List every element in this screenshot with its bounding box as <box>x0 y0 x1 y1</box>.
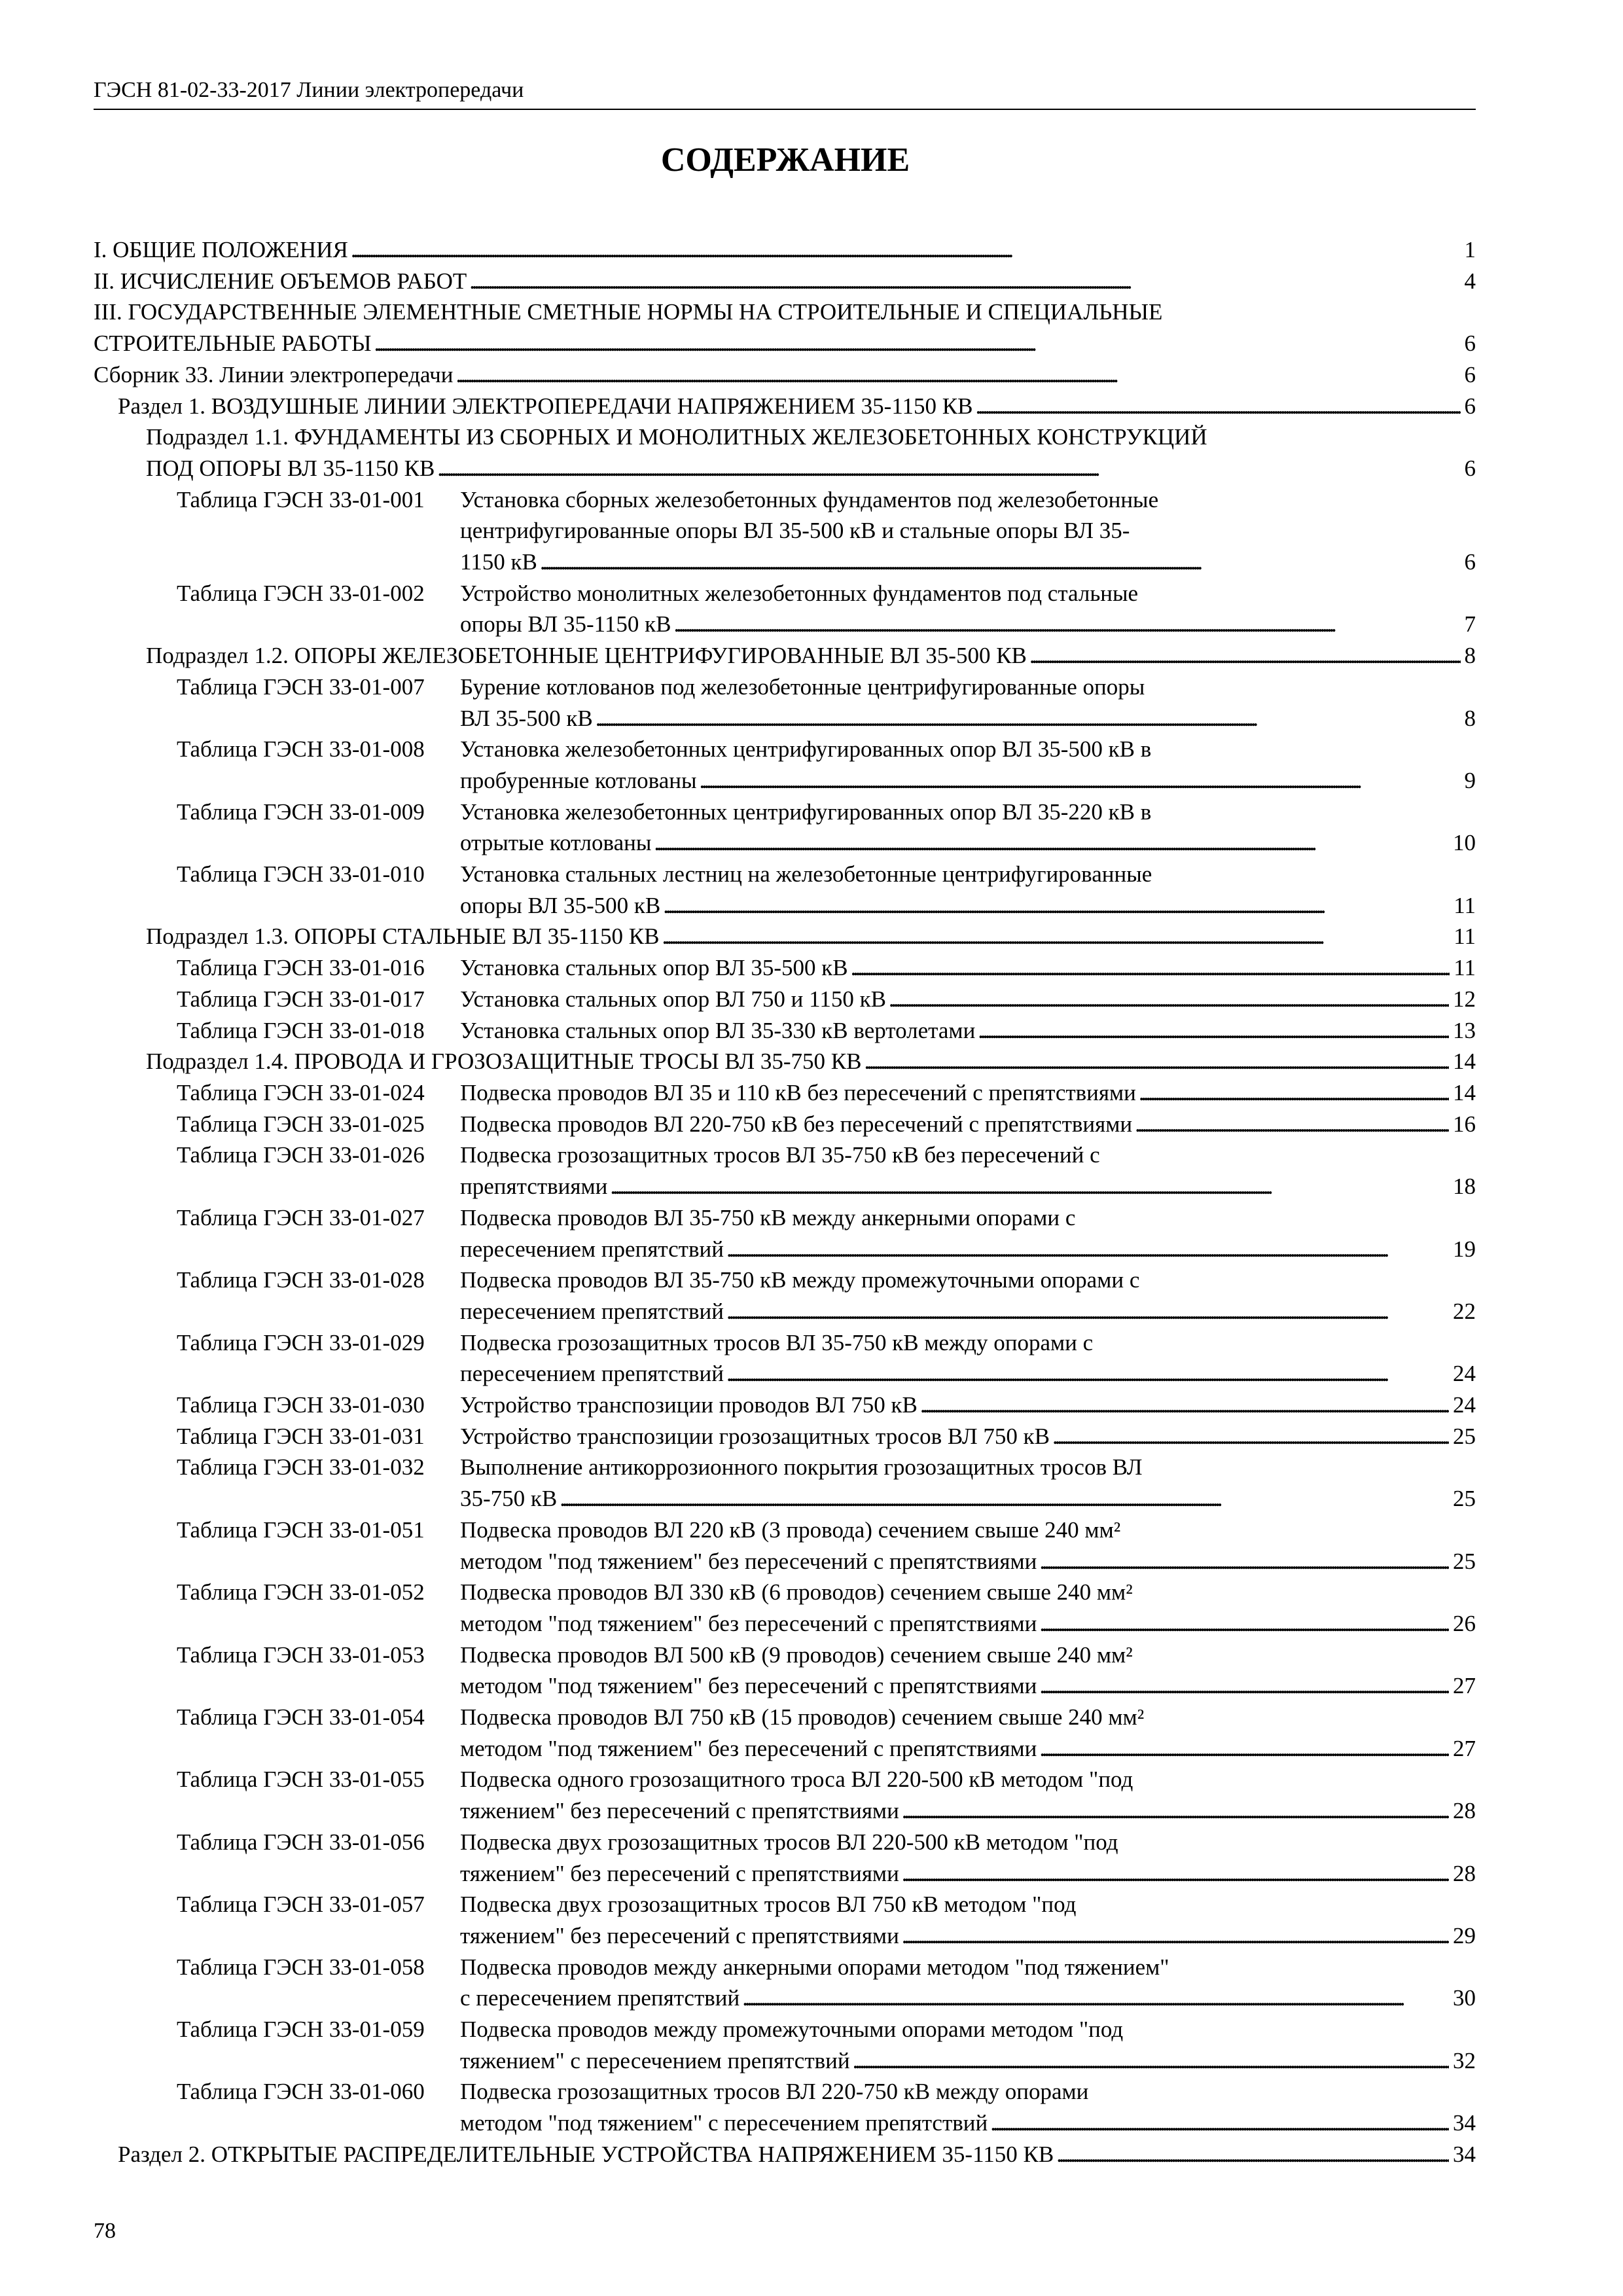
toc-entry[interactable] <box>94 734 1476 796</box>
toc-entry-text: пересечением препятствий <box>460 1298 724 1324</box>
toc-entry-text: Раздел 2. ОТКРЫТЫЕ РАСПРЕДЕЛИТЕЛЬНЫЕ УСТРОЙСТВА НАПРЯЖЕНИЕМ 35-1150 КВ <box>118 2141 1054 2167</box>
toc-entry-text: Подвеска одного грозозащитного троса ВЛ 220-500 кВ методом "под <box>460 1767 1133 1793</box>
toc-table-label: Таблица ГЭСН 33-01-001 <box>177 486 425 512</box>
toc-table-label: Таблица ГЭСН 33-01-054 <box>177 1704 425 1731</box>
dot-leader <box>455 359 1460 391</box>
toc-table-label: Таблица ГЭСН 33-01-056 <box>177 1829 425 1855</box>
dot-leader <box>902 1858 1449 1890</box>
toc-entry-text: пробуренные котлованы <box>460 767 697 793</box>
toc-entry-text: методом "под тяжением" без пересечений с препятствиями <box>460 1610 1037 1636</box>
dot-leader <box>610 1171 1449 1202</box>
toc-table-label: Таблица ГЭСН 33-01-052 <box>177 1579 425 1605</box>
dot-leader <box>437 453 1460 484</box>
toc-page-number: 11 <box>1454 892 1476 918</box>
toc-entry-text: пересечением препятствий <box>460 1361 724 1387</box>
dot-leader <box>1052 1421 1449 1452</box>
toc-page-number: 6 <box>1464 331 1476 357</box>
toc-entry[interactable] <box>94 952 1476 984</box>
toc-table-label: Таблица ГЭСН 33-01-029 <box>177 1329 425 1355</box>
toc-entry-text: опоры ВЛ 35-500 кВ <box>460 892 661 918</box>
toc-entry[interactable] <box>94 2014 1476 2076</box>
toc-entry-text: методом "под тяжением" без пересечений с препятствиями <box>460 1673 1037 1699</box>
dot-leader <box>1039 1608 1449 1640</box>
toc-entry-text: Подвеска проводов между промежуточными опорами методом "под <box>460 2017 1124 2043</box>
running-header: ГЭСН 81-02-33-2017 Линии электропередачи <box>94 78 524 102</box>
toc-page-number: 19 <box>1453 1236 1476 1262</box>
toc-page-number: 25 <box>1453 1548 1476 1574</box>
toc-table-label: Таблица ГЭСН 33-01-008 <box>177 736 425 762</box>
toc-entry[interactable] <box>94 1139 1476 1202</box>
toc-page-number: 28 <box>1453 1860 1476 1886</box>
toc-entry-text: Подраздел 1.3. ОПОРЫ СТАЛЬНЫЕ ВЛ 35-1150 КВ <box>146 924 660 950</box>
toc-entry[interactable] <box>94 234 1476 266</box>
toc-entry[interactable] <box>94 1452 1476 1514</box>
toc-page-number: 16 <box>1453 1111 1476 1137</box>
toc-entry-text: III. ГОСУДАРСТВЕННЫЕ ЭЛЕМЕНТНЫЕ СМЕТНЫЕ НОРМЫ НА СТРОИТЕЛЬНЫЕ И СПЕЦИАЛЬНЫЕ <box>94 299 1163 325</box>
toc-entry-text: Подвеска проводов ВЛ 750 кВ (15 проводов) сечением свыше 240 мм² <box>460 1704 1145 1731</box>
toc-entry[interactable] <box>94 1577 1476 1639</box>
toc-entry-text: тяжением" без пересечений с препятствиями <box>460 1798 899 1824</box>
toc-entry-text: тяжением" с пересечением препятствий <box>460 2047 850 2073</box>
dot-leader <box>469 266 1460 297</box>
toc-entry-text: II. ИСЧИСЛЕНИЕ ОБЪЕМОВ РАБОТ <box>94 268 467 294</box>
toc-entry[interactable] <box>94 921 1476 952</box>
toc-table-label: Таблица ГЭСН 33-01-053 <box>177 1641 425 1668</box>
dot-leader <box>560 1483 1449 1515</box>
toc-page-number: 6 <box>1464 455 1476 481</box>
toc-entry[interactable] <box>94 1421 1476 1452</box>
toc-page-number: 27 <box>1453 1673 1476 1699</box>
toc-entry[interactable] <box>94 2139 1476 2170</box>
toc-entry-text: с пересечением препятствий <box>460 1985 740 2011</box>
dot-leader <box>726 1234 1449 1265</box>
dot-leader <box>864 1046 1449 1077</box>
toc-entry[interactable] <box>94 1889 1476 1951</box>
toc-entry[interactable] <box>94 1109 1476 1140</box>
toc-page-number: 27 <box>1453 1735 1476 1761</box>
toc-table-label: Таблица ГЭСН 33-01-055 <box>177 1767 425 1793</box>
dot-leader <box>902 1795 1449 1827</box>
toc-entry-text: Подвеска проводов ВЛ 35-750 кВ между промежуточными опорами с <box>460 1267 1140 1293</box>
dot-leader <box>978 1015 1449 1047</box>
toc-page-number: 24 <box>1453 1392 1476 1418</box>
dot-leader <box>889 984 1449 1015</box>
toc-table-label: Таблица ГЭСН 33-01-018 <box>177 1017 425 1043</box>
dot-leader <box>540 547 1461 578</box>
toc-table-label: Таблица ГЭСН 33-01-057 <box>177 1892 425 1918</box>
toc-entry-text: СТРОИТЕЛЬНЫЕ РАБОТЫ <box>94 331 372 357</box>
toc-entry[interactable] <box>94 1265 1476 1327</box>
toc-entry-text: Подвеска грозозащитных тросов ВЛ 35-750 кВ между опорами с <box>460 1329 1094 1355</box>
toc-entry[interactable] <box>94 1202 1476 1265</box>
dot-leader <box>654 827 1449 859</box>
toc-entry-text: Подвеска двух грозозащитных тросов ВЛ 220-500 кВ методом "под <box>460 1829 1118 1855</box>
toc-entry[interactable] <box>94 797 1476 859</box>
header-rule <box>94 109 1476 110</box>
dot-leader <box>596 703 1461 734</box>
toc-entry[interactable] <box>94 640 1476 672</box>
dot-leader <box>1135 1109 1449 1140</box>
toc-page-number: 8 <box>1464 705 1476 731</box>
toc-page-number: 6 <box>1464 549 1476 575</box>
toc-page-number: 9 <box>1464 767 1476 793</box>
toc-table-label: Таблица ГЭСН 33-01-007 <box>177 673 425 700</box>
toc-page-number: 11 <box>1454 955 1476 981</box>
toc-entry-text: Подраздел 1.1. ФУНДАМЕНТЫ ИЗ СБОРНЫХ И МОНОЛИТНЫХ ЖЕЛЕЗОБЕТОННЫХ КОНСТРУКЦИЙ <box>146 424 1207 450</box>
dot-leader <box>351 234 1461 266</box>
dot-leader <box>673 609 1460 640</box>
toc-table-label: Таблица ГЭСН 33-01-025 <box>177 1111 425 1137</box>
toc-table-label: Таблица ГЭСН 33-01-030 <box>177 1392 425 1418</box>
toc-page-number: 14 <box>1453 1049 1476 1075</box>
toc-entry[interactable] <box>94 1077 1476 1109</box>
toc-table-label: Таблица ГЭСН 33-01-024 <box>177 1079 425 1105</box>
toc-page-number: 1 <box>1464 237 1476 262</box>
dot-leader <box>742 1982 1449 2014</box>
toc-entry-text: тяжением" без пересечений с препятствиями <box>460 1860 899 1886</box>
toc-page-number: 32 <box>1453 2047 1476 2073</box>
dot-leader <box>1139 1077 1449 1109</box>
dot-leader <box>851 952 1450 984</box>
dot-leader <box>1039 1733 1449 1765</box>
toc-entry[interactable] <box>94 1390 1476 1421</box>
toc-table-label: Таблица ГЭСН 33-01-027 <box>177 1204 425 1230</box>
toc-page-number: 18 <box>1453 1174 1476 1200</box>
toc-entry-text: 35-750 кВ <box>460 1486 558 1512</box>
toc-entry[interactable] <box>94 578 1476 640</box>
toc-table-label: Таблица ГЭСН 33-01-032 <box>177 1454 425 1480</box>
toc-entry-text: Подвеска проводов ВЛ 35 и 110 кВ без пересечений с препятствиями <box>460 1079 1136 1105</box>
toc-entry-text: ВЛ 35-500 кВ <box>460 705 593 731</box>
toc-entry[interactable] <box>94 359 1476 391</box>
toc-table-label: Таблица ГЭСН 33-01-026 <box>177 1142 425 1168</box>
toc-entry[interactable] <box>94 859 1476 921</box>
page-number: 78 <box>94 2219 116 2243</box>
toc-entry-text: центрифугированные опоры ВЛ 35-500 кВ и стальные опоры ВЛ 35- <box>460 518 1130 544</box>
toc-page-number: 11 <box>1454 924 1476 950</box>
toc-entry-text: методом "под тяжением" без пересечений с препятствиями <box>460 1548 1037 1574</box>
toc-page-number: 22 <box>1453 1298 1476 1324</box>
dot-leader <box>1056 2139 1449 2170</box>
toc-table-label: Таблица ГЭСН 33-01-016 <box>177 955 425 981</box>
dot-leader <box>920 1390 1449 1421</box>
toc-entry[interactable] <box>94 672 1476 734</box>
toc-page-number: 34 <box>1453 2141 1476 2167</box>
toc-entry[interactable] <box>94 391 1476 422</box>
toc-page-number: 7 <box>1464 611 1476 637</box>
toc-entry-text: Подвеска проводов между анкерными опорами методом "под тяжением" <box>460 1954 1169 1980</box>
toc-page-number: 8 <box>1464 643 1476 669</box>
toc-table-label: Таблица ГЭСН 33-01-059 <box>177 2017 425 2043</box>
toc-entry[interactable] <box>94 984 1476 1015</box>
toc-entry-text: методом "под тяжением" с пересечением препятствий <box>460 2110 988 2136</box>
toc-entry-text: I. ОБЩИЕ ПОЛОЖЕНИЯ <box>94 237 348 262</box>
dot-leader <box>1029 640 1461 672</box>
toc-entry[interactable] <box>94 1702 1476 1764</box>
toc-entry[interactable] <box>94 266 1476 297</box>
toc-entry[interactable] <box>94 1515 1476 1577</box>
toc-page-number: 12 <box>1453 986 1476 1012</box>
toc-page-number: 13 <box>1453 1017 1476 1043</box>
toc-page-number: 6 <box>1464 393 1476 419</box>
toc-entry-text: Подвеска грозозащитных тросов ВЛ 35-750 кВ без пересечений с <box>460 1142 1100 1168</box>
toc-entry-text: пересечением препятствий <box>460 1236 724 1262</box>
toc-entry-text: Подвеска проводов ВЛ 220 кВ (3 провода) сечением свыше 240 мм² <box>460 1516 1121 1543</box>
dot-leader <box>990 2108 1449 2139</box>
toc-page-number: 28 <box>1453 1798 1476 1824</box>
toc-entry-text: Подраздел 1.2. ОПОРЫ ЖЕЛЕЗОБЕТОННЫЕ ЦЕНТРИФУГИРОВАННЫЕ ВЛ 35-500 КВ <box>146 643 1027 669</box>
toc-table-label: Таблица ГЭСН 33-01-002 <box>177 580 425 606</box>
toc-entry[interactable] <box>94 1952 1476 2014</box>
toc-entry-text: Установка стальных опор ВЛ 35-500 кВ <box>460 955 848 981</box>
dot-leader <box>374 328 1461 359</box>
toc-entry-text: 1150 кВ <box>460 549 537 575</box>
toc-entry-text: Сборник 33. Линии электропередачи <box>94 361 454 387</box>
toc-entry-text: опоры ВЛ 35-1150 кВ <box>460 611 671 637</box>
toc-entry-text: Подвеска двух грозозащитных тросов ВЛ 750 кВ методом "под <box>460 1892 1077 1918</box>
toc-entry-text: Устройство транспозиции грозозащитных тросов ВЛ 750 кВ <box>460 1423 1050 1449</box>
toc-page-number: 4 <box>1464 268 1476 294</box>
toc-table-label: Таблица ГЭСН 33-01-058 <box>177 1954 425 1980</box>
toc-page-number: 14 <box>1453 1079 1476 1105</box>
dot-leader <box>700 765 1461 797</box>
toc-entry-text: Бурение котлованов под железобетонные центрифугированные опоры <box>460 673 1145 700</box>
toc-entry-text: Установка стальных лестниц на железобетонные центрифугированные <box>460 861 1152 888</box>
toc-entry-text: Подвеска проводов ВЛ 35-750 кВ между анкерными опорами с <box>460 1204 1076 1230</box>
toc-entry-text: методом "под тяжением" без пересечений с препятствиями <box>460 1735 1037 1761</box>
toc-page-number: 29 <box>1453 1922 1476 1948</box>
toc-page-number: 6 <box>1464 361 1476 387</box>
toc-page-number: 24 <box>1453 1361 1476 1387</box>
toc-entry-text: Выполнение антикоррозионного покрытия грозозащитных тросов ВЛ <box>460 1454 1143 1480</box>
toc-table-label: Таблица ГЭСН 33-01-031 <box>177 1423 425 1449</box>
toc-page-number: 26 <box>1453 1610 1476 1636</box>
toc-table-label: Таблица ГЭСН 33-01-051 <box>177 1516 425 1543</box>
toc-entry[interactable] <box>94 422 1476 484</box>
toc-entry[interactable] <box>94 2076 1476 2138</box>
toc-entry-text: Установка железобетонных центрифугированных опор ВЛ 35-500 кВ в <box>460 736 1152 762</box>
toc-page-number: 34 <box>1453 2110 1476 2136</box>
toc-entry-text: Установка железобетонных центрифугированных опор ВЛ 35-220 кВ в <box>460 798 1152 825</box>
toc-entry-text: отрытые котлованы <box>460 830 652 856</box>
toc-entry-text: ПОД ОПОРЫ ВЛ 35-1150 КВ <box>146 455 435 481</box>
toc-table-label: Таблица ГЭСН 33-01-017 <box>177 986 425 1012</box>
toc-entry-text: Установка сборных железобетонных фундаментов под железобетонные <box>460 486 1159 512</box>
dot-leader <box>726 1358 1449 1390</box>
toc-entry[interactable] <box>94 1640 1476 1702</box>
toc-entry-text: Установка стальных опор ВЛ 750 и 1150 кВ <box>460 986 886 1012</box>
dot-leader <box>853 2045 1449 2077</box>
toc-page-number: 25 <box>1453 1486 1476 1512</box>
dot-leader <box>1039 1546 1449 1577</box>
toc-entry-text: Подвеска грозозащитных тросов ВЛ 220-750 кВ между опорами <box>460 2079 1089 2105</box>
toc-entry-text: Раздел 1. ВОЗДУШНЫЕ ЛИНИИ ЭЛЕКТРОПЕРЕДАЧИ НАПРЯЖЕНИЕМ 35-1150 КВ <box>118 393 973 419</box>
toc-entry-text: Устройство транспозиции проводов ВЛ 750 кВ <box>460 1392 918 1418</box>
toc-entry[interactable] <box>94 1827 1476 1889</box>
toc-entry-text: препятствиями <box>460 1174 608 1200</box>
page-title: СОДЕРЖАНИЕ <box>660 141 910 179</box>
toc-entry-text: Подраздел 1.4. ПРОВОДА И ГРОЗОЗАЩИТНЫЕ ТРОСЫ ВЛ 35-750 КВ <box>146 1049 862 1075</box>
dot-leader <box>726 1296 1449 1327</box>
toc-page-number: 30 <box>1453 1985 1476 2011</box>
toc-table-label: Таблица ГЭСН 33-01-028 <box>177 1267 425 1293</box>
toc-entry[interactable] <box>94 1046 1476 1077</box>
dot-leader <box>662 921 1450 952</box>
toc-entry[interactable] <box>94 1327 1476 1390</box>
toc-page-number: 10 <box>1453 830 1476 856</box>
toc-entry-text: Установка стальных опор ВЛ 35-330 кВ вертолетами <box>460 1017 976 1043</box>
toc-table-label: Таблица ГЭСН 33-01-060 <box>177 2079 425 2105</box>
dot-leader <box>975 391 1460 422</box>
dot-leader <box>902 1920 1449 1952</box>
dot-leader <box>1039 1670 1449 1702</box>
toc-entry[interactable] <box>94 296 1476 359</box>
toc-entry[interactable] <box>94 484 1476 578</box>
toc-page-number: 25 <box>1453 1423 1476 1449</box>
table-of-contents <box>94 234 1476 2170</box>
toc-table-label: Таблица ГЭСН 33-01-010 <box>177 861 425 888</box>
dot-leader <box>663 890 1450 922</box>
toc-entry-text: Подвеска проводов ВЛ 220-750 кВ без пересечений с препятствиями <box>460 1111 1133 1137</box>
toc-entry[interactable] <box>94 1015 1476 1047</box>
toc-entry-text: Подвеска проводов ВЛ 330 кВ (6 проводов) сечением свыше 240 мм² <box>460 1579 1133 1605</box>
toc-entry[interactable] <box>94 1764 1476 1826</box>
toc-table-label: Таблица ГЭСН 33-01-009 <box>177 798 425 825</box>
toc-entry-text: тяжением" без пересечений с препятствиями <box>460 1922 899 1948</box>
toc-entry-text: Подвеска проводов ВЛ 500 кВ (9 проводов) сечением свыше 240 мм² <box>460 1641 1133 1668</box>
toc-entry-text: Устройство монолитных железобетонных фундаментов под стальные <box>460 580 1139 606</box>
